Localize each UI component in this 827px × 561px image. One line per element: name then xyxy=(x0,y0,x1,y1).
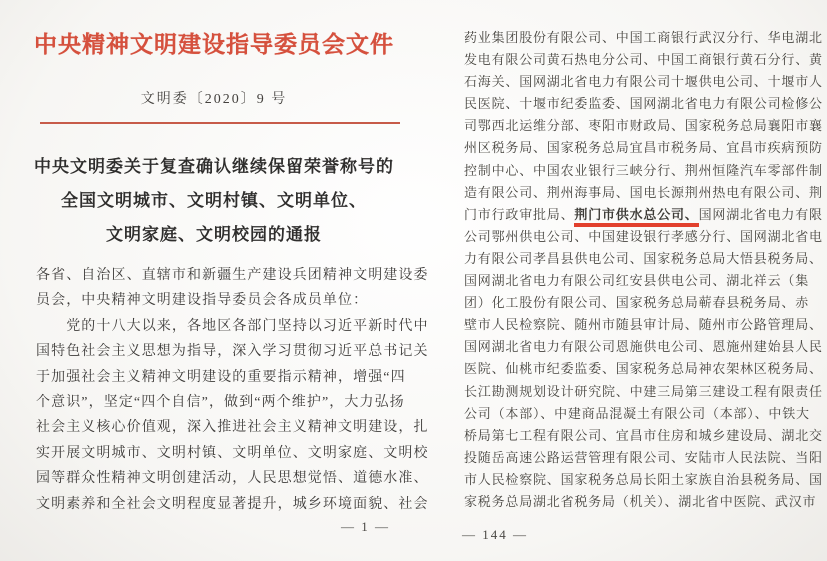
company-list-line: 石海关、国网湖北省电力有限公司十堰供电公司、十堰市人 xyxy=(464,74,823,90)
red-divider-rule xyxy=(40,122,400,124)
document-title-line: 全国文明城市、文明村镇、文明单位、 xyxy=(61,191,367,210)
company-list-line: 公司（本部）、中建商品混凝土有限公司（本部）、中铁大 xyxy=(464,405,810,421)
company-list-line: 造有限公司、荆州海事局、国电长源荆州热电有限公司、荆 xyxy=(464,184,823,200)
company-list-line: 壁市人民检察院、随州市随县审计局、随州市公路管理局、 xyxy=(464,317,823,333)
company-list-line: 团）化工股份有限公司、国家税务总局蕲春县税务局、赤 xyxy=(464,295,810,311)
red-underlined-company: 荆门市供水总公司、 xyxy=(574,207,698,227)
body-text-line: 员会，中央精神文明建设指导委员会各成员单位： xyxy=(36,293,369,309)
body-text-line: 国特色社会主义思想为指导，深入学习贯彻习近平总书记关 xyxy=(36,344,429,360)
company-list-line: 民医院、十堰市纪委监委、国网湖北省电力有限公司检修公 xyxy=(464,96,823,112)
body-text-line: 实开展文明城市、文明村镇、文明单位、文明家庭、文明校 xyxy=(36,445,429,461)
body-text-line: 文明素养和全社会文明程度显著提升，城乡环境面貌、社会 xyxy=(36,496,429,512)
company-list-line: 力有限公司孝昌县供电公司、国家税务总局大悟县税务局、 xyxy=(464,250,823,266)
left-body xyxy=(36,263,429,517)
document-title-line: 文明家庭、文明校园的通报 xyxy=(106,225,322,244)
document-title-line: 中央文明委关于复查确认继续保留荣誉称号的 xyxy=(34,157,394,176)
company-list-line: 州区税务局、国家税务总局宜昌市税务局、宜昌市疾病预防 xyxy=(464,140,823,156)
page-right xyxy=(428,0,827,561)
company-list-line: 司鄂西北运维分部、枣阳市财政局、国家税务总局襄阳市襄 xyxy=(464,118,823,134)
page-number-left: — 1 — xyxy=(341,519,390,534)
company-list-line: 药业集团股份有限公司、中国工商银行武汉分行、华电湖北 xyxy=(464,30,823,45)
document-header-title: 中央精神文明建设指导委员会文件 xyxy=(34,32,394,57)
company-list-line: 控制中心、中国农业银行三峡分行、荆州恒隆汽车零部件制 xyxy=(464,162,823,178)
body-text-line: 个意识”，坚定“四个自信”，做到“两个维护”，大力弘扬 xyxy=(36,395,405,411)
company-list-line: 桥局第七工程有限公司、宜昌市住房和城乡建设局、湖北交 xyxy=(464,427,823,443)
company-list-line: 门市行政审批局、荆门市供水总公司、国网湖北省电力有限 xyxy=(464,204,824,226)
document-title xyxy=(8,150,420,252)
company-list-line: 家税务总局湖北省税务局（机关）、湖北省中医院、武汉市 xyxy=(464,493,817,509)
company-list-line: 发电有限公司黄石热电分公司、中国工商银行黄石分行、黄 xyxy=(464,52,823,68)
company-list-line: 投随岳高速公路运营管理有限公司、安陆市人民法院、当阳 xyxy=(464,449,823,465)
company-list xyxy=(464,27,824,513)
company-list-line: 国网湖北省电力有限公司恩施供电公司、恩施州建始县人民 xyxy=(464,339,823,355)
body-text-line: 社会主义核心价值观，深入推进社会主义精神文明建设，扎 xyxy=(36,420,429,436)
company-list-line: 国网湖北省电力有限公司红安县供电公司、湖北祥云（集 xyxy=(464,273,810,289)
document-number: 文明委〔2020〕9 号 xyxy=(140,92,288,107)
company-list-line: 市人民检察院、国家税务总局长阳土家族自治县税务局、国 xyxy=(464,471,823,487)
body-text-line: 党的十八大以来，各地区各部门坚持以习近平新时代中 xyxy=(36,318,429,334)
body-text-line: 各省、自治区、直辖市和新疆生产建设兵团精神文明建设委 xyxy=(36,268,429,283)
company-list-line: 公司鄂州供电公司、中国建设银行孝感分行、国网湖北省电 xyxy=(464,228,823,244)
body-text-line: 园等群众性精神文明创建活动，人民思想觉悟、道德水准、 xyxy=(36,471,429,487)
company-list-line: 医院、仙桃市纪委监委、国家税务总局神农架林区税务局、 xyxy=(464,361,823,377)
body-text-line: 于加强社会主义精神文明建设的重要指示精神，增强“四 xyxy=(36,369,406,385)
page-number-right: — 144 — xyxy=(462,527,528,542)
company-list-line: 长江勘测规划设计研究院、中建三局第三建设工程有限责任 xyxy=(464,383,823,399)
